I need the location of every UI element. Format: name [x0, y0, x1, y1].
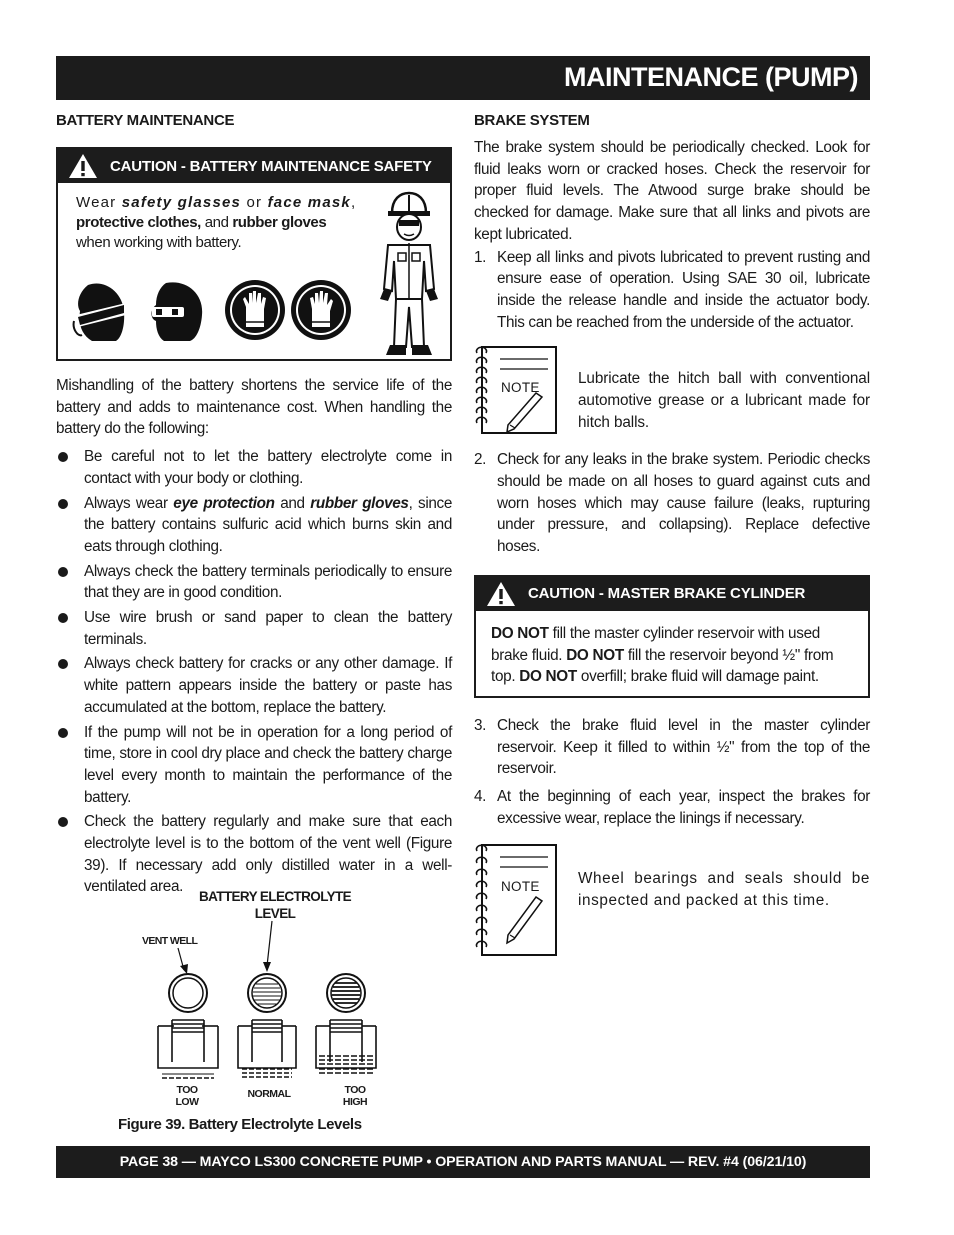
figure-title: BATTERY ELECTROLYTE LEVEL	[198, 889, 352, 921]
note-label-2: NOTE	[501, 879, 540, 895]
bullet-dot	[58, 728, 68, 738]
bullet-dot	[58, 499, 68, 509]
battery-intro-text: Mishandling of the battery shortens the service life of the battery and adds to maintenance cost. When handling the battery do the following:	[56, 377, 452, 438]
protective-worker-icon	[374, 189, 444, 359]
list-item: Be careful not to let the battery electrolyte come in contact with your body or clothing.	[56, 446, 452, 489]
list-item: 4. At the beginning of each year, inspect the brakes for excessive wear, replace the linings if necessary.	[474, 787, 870, 827]
bullet-dot	[58, 452, 68, 462]
brake-caution-header	[476, 577, 868, 611]
list-item: Always wear eye protection and rubber gloves, since the battery contains sulfuric acid which burns skin and eats through clothing.	[56, 493, 452, 558]
page-header	[56, 56, 870, 100]
bullet-dot	[58, 567, 68, 577]
page-title: MAINTENANCE (PUMP)	[564, 62, 858, 92]
note-label-1: NOTE	[501, 380, 540, 396]
battery-caution-title: CAUTION - BATTERY MAINTENANCE SAFETY	[110, 157, 432, 175]
battery-electrolyte-figure	[110, 886, 440, 1136]
too-high-cell	[316, 1020, 376, 1073]
bullet-dot	[58, 817, 68, 827]
left-column	[56, 112, 452, 901]
warning-triangle-icon	[486, 581, 516, 607]
battery-caution-box	[56, 147, 452, 361]
list-item: 1. Keep all links and pivots lubricated to prevent rusting and ensure ease of operation. Using SAE 30 oil, lubricate inside the release handle and inside the actuator body. This can be reached from the underside of the actuator.	[474, 248, 870, 331]
too-low-label: TOO LOW	[175, 1084, 199, 1108]
right-column	[474, 112, 870, 957]
brake-caution-text: DO NOT fill the master cylinder reservoir with used brake fluid. DO NOT fill the reservoir beyond ½" from top. DO NOT overfill; brake fluid will damage paint.	[491, 624, 834, 686]
note-block-1	[474, 345, 870, 435]
list-item: Check the battery regularly and make sure that each electrolyte level is to the bottom of the vent well (Figure 39). If necessary add only distilled water in a well-ventilated area.	[56, 811, 452, 898]
figure-caption: Figure 39. Battery Electrolyte Levels	[118, 1116, 362, 1133]
list-item: Always check the battery terminals periodically to ensure that they are in good condition.	[56, 561, 452, 604]
page-footer	[56, 1146, 870, 1178]
list-item: Always check battery for cracks or any other damage. If white pattern appears inside the battery or paste has accumulated at the bottom, replace the battery.	[56, 653, 452, 718]
battery-caution-text: Wear safety glasses or face mask, protective clothes, and rubber gloves when working with battery.	[76, 194, 355, 251]
warning-triangle-icon	[68, 153, 98, 179]
list-item: 2. Check for any leaks in the brake system. Periodic checks should be made on all hoses to guard against cuts and worn hoses which may cause failure (leaks, rupturing under pressure, and collapsing). Replace defective hoses.	[474, 451, 870, 556]
brake-list-2	[474, 449, 870, 558]
footer-text: PAGE 38 — MAYCO LS300 CONCRETE PUMP • OPERATION AND PARTS MANUAL — REV. #4 (06/21/10)	[119, 1154, 807, 1170]
rubber-glove-icon-right	[290, 279, 352, 341]
brake-list-1	[474, 247, 870, 334]
battery-caution-header	[58, 149, 450, 183]
too-low-cell	[158, 1020, 218, 1078]
brake-caution-box	[474, 575, 870, 698]
list-item: If the pump will not be in operation for a long period of time, store in cool dry place and check the battery charge level every month to maintain the performance of the battery.	[56, 722, 452, 809]
note-text-1: Lubricate the hitch ball with conventional automotive grease or a lubricant made for hitch balls.	[578, 370, 870, 431]
face-mask-icon	[146, 281, 206, 343]
brake-caution-title: CAUTION - MASTER BRAKE CYLINDER	[528, 585, 806, 603]
bullet-dot	[58, 659, 68, 669]
battery-maintenance-heading: BATTERY MAINTENANCE	[56, 112, 235, 129]
list-item: Use wire brush or sand paper to clean the battery terminals.	[56, 607, 452, 650]
note-notepad-icon	[474, 843, 558, 957]
list-item: 3. Check the brake fluid level in the master cylinder reservoir. Keep it filled to within ½" from the top of the reservoir.	[474, 716, 870, 778]
brake-intro-text: The brake system should be periodically checked. Look for fluid leaks worn or cracked hoses. Check the reservoir for proper fluid levels. The Atwood surge brake should be checked for damage. Make sure that all links and pivots are kept lubricated.	[474, 139, 870, 243]
too-high-label: TOO HIGH	[342, 1084, 368, 1108]
note-text-2: Wheel bearings and seals should be inspected and packed at this time.	[578, 870, 870, 910]
bullet-dot	[58, 613, 68, 623]
brake-list-3	[474, 715, 870, 830]
normal-cell	[238, 1020, 296, 1077]
vent-well-label: VENT WELL	[142, 935, 198, 947]
safety-glasses-icon	[72, 281, 128, 343]
rubber-glove-icon-left	[224, 279, 286, 341]
normal-label: NORMAL	[247, 1088, 291, 1100]
battery-bullet-list	[56, 446, 452, 898]
note-block-2	[474, 843, 870, 957]
brake-system-heading: BRAKE SYSTEM	[474, 112, 590, 129]
